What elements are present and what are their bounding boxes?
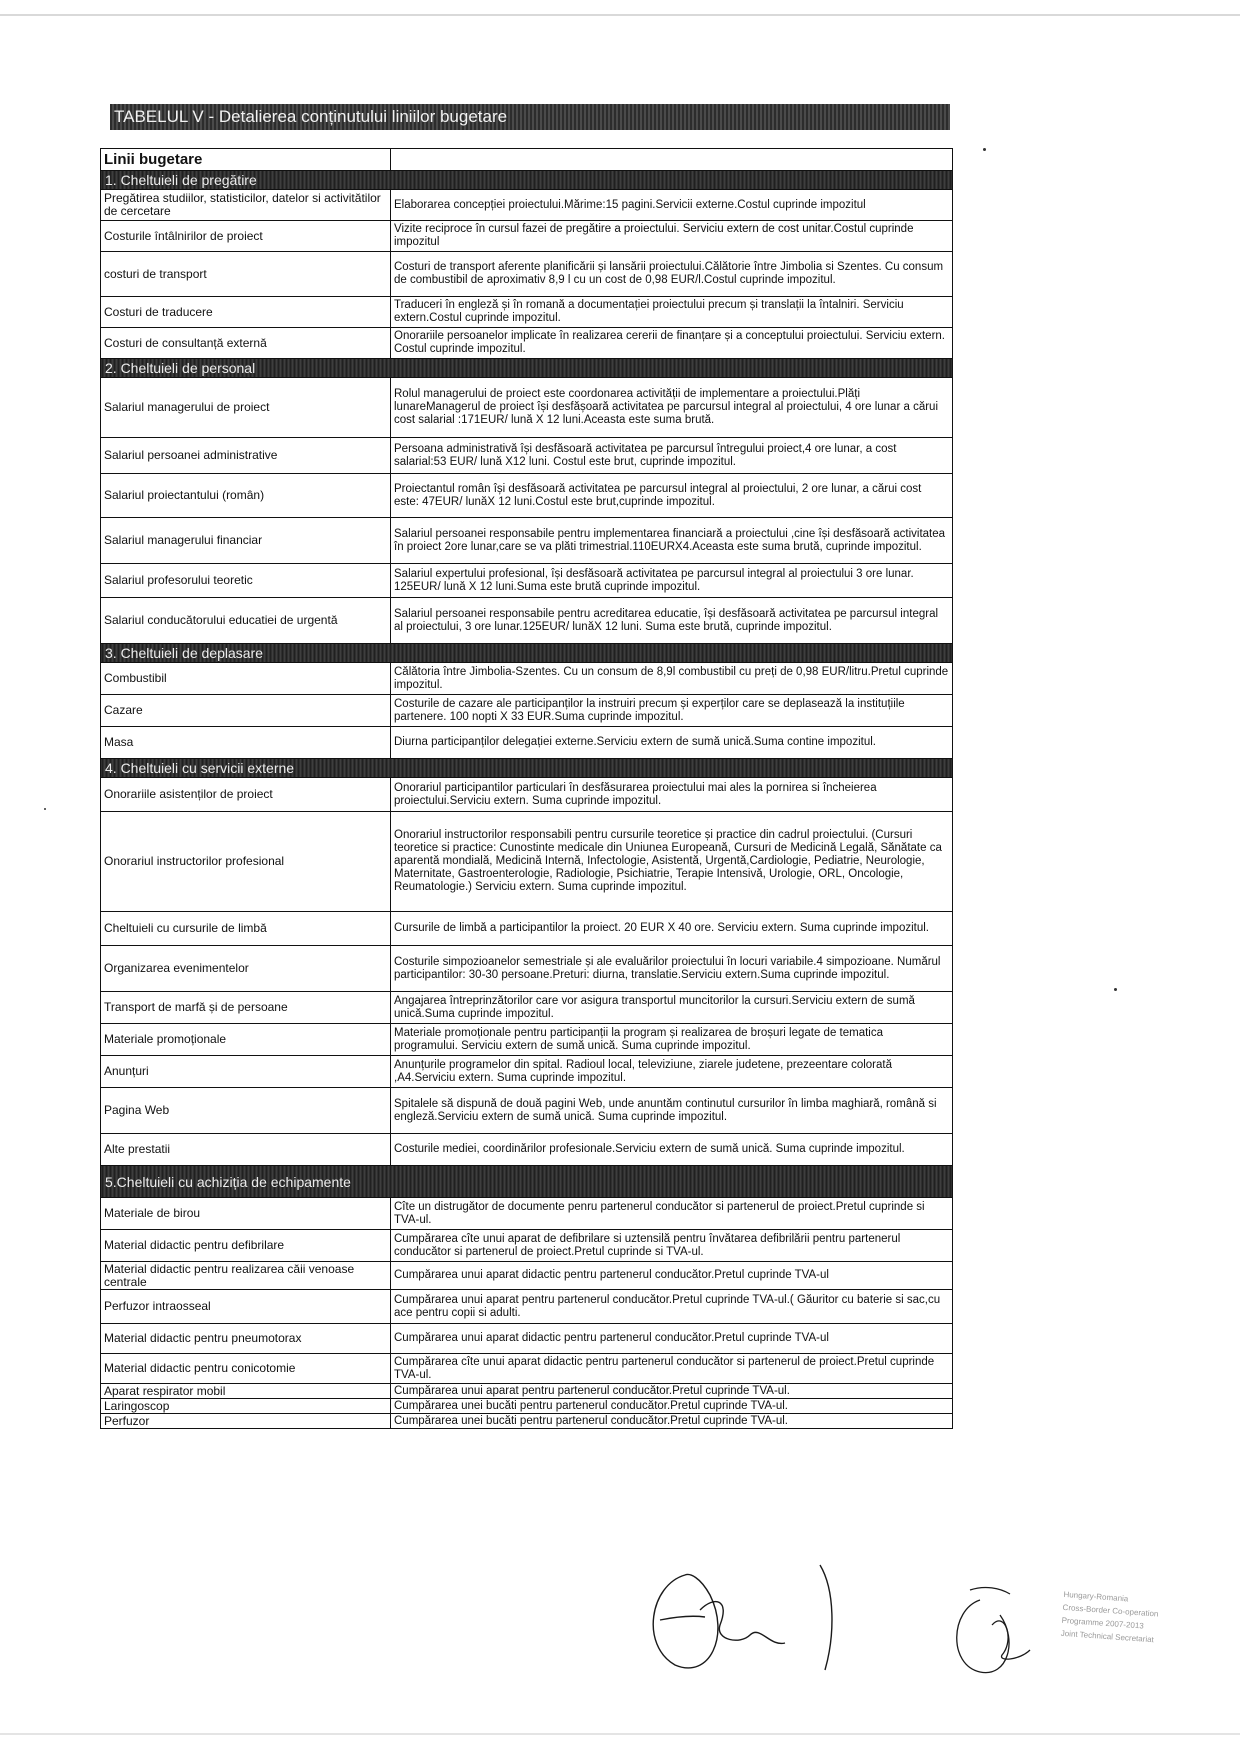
line-item: Cazare: [101, 695, 391, 727]
table-row: [101, 1384, 953, 1399]
table-row: [101, 1134, 953, 1166]
line-item: Onorariul instructorilor profesional: [101, 812, 391, 912]
table-row: [101, 1262, 953, 1290]
table-header-row: [101, 149, 953, 171]
handwritten-signature-left: [620, 1555, 850, 1705]
line-item: Alte prestatii: [101, 1134, 391, 1166]
table-row: [101, 1088, 953, 1134]
line-description: Elaborarea concepției proiectului.Mărime:15 pagini.Servicii externe.Costul cuprinde impozitul: [391, 190, 953, 221]
line-item: Salariul proiectantului (român): [101, 474, 391, 518]
section-row: [101, 644, 953, 663]
table-row: [101, 946, 953, 992]
table-row: [101, 1354, 953, 1384]
signature-hook: [970, 1587, 1010, 1594]
table-row: [101, 727, 953, 759]
line-description: Traduceri în engleză și în romană a documentației proiectului precum și translații la întalniri. Serviciu extern.Costul cuprinde impozitul.: [391, 297, 953, 328]
line-description: Cursurile de limbă a participantilor la proiect. 20 EUR X 40 ore. Serviciu extern. Suma cuprinde impozitul.: [391, 912, 953, 946]
stamp-line: Programme 2007-2013: [1061, 1615, 1145, 1631]
table-row: [101, 221, 953, 252]
table-row: [101, 474, 953, 518]
line-description: Cumpărarea unui aparat didactic pentru partenerul conducător.Pretul cuprinde TVA-ul: [391, 1324, 953, 1354]
table-row: [101, 328, 953, 359]
line-description: Cumpărarea cîte unui aparat de defibrilare si uztensilă pentru învătarea defibrilării pentru partenerul conducător si partenerul de proiect.Pretul cuprinde si TVA-ul.: [391, 1230, 953, 1262]
line-item: Masa: [101, 727, 391, 759]
line-item: Cheltuieli cu cursurile de limbă: [101, 912, 391, 946]
page-title: TABELUL V - Detalierea conținutului liniilor bugetare: [110, 104, 950, 130]
signature-tail: [820, 1565, 832, 1670]
line-item: Anunțuri: [101, 1056, 391, 1088]
line-item: Pregătirea studiilor, statisticilor, datelor si activitătilor de cercetare: [101, 190, 391, 221]
line-item: Onorariile asistenților de proiect: [101, 778, 391, 812]
line-description: Spitalele să dispună de două pagini Web, unde anuntăm continutul cursurilor în limba maghiară, română si engleză.Serviciu extern de sumă unică. Suma cuprinde impozitul.: [391, 1088, 953, 1134]
line-item: Pagina Web: [101, 1088, 391, 1134]
table-row: [101, 992, 953, 1024]
line-item: Aparat respirator mobil: [101, 1384, 391, 1399]
section-row: [101, 759, 953, 778]
line-description: Cumpărarea unei bucăti pentru partenerul conducător.Pretul cuprinde TVA-ul.: [391, 1399, 953, 1414]
line-description: Cumpărarea cîte unui aparat didactic pentru partenerul conducător si partenerul de proiect.Pretul cuprinde TVA-ul.: [391, 1354, 953, 1384]
table-row: [101, 1290, 953, 1324]
line-description: Proiectantul român își desfăsoară activitatea pe parcursul integral al proiectului, 2 ore lunar, a cărui cost este: 47EUR/ lunăX 12 luni.Costul este brut,cuprinde impozitul.: [391, 474, 953, 518]
line-description: Cumpărarea unui aparat pentru partenerul conducător.Pretul cuprinde TVA-ul.: [391, 1384, 953, 1399]
table-row: [101, 518, 953, 564]
line-item: Perfuzor: [101, 1414, 391, 1429]
line-item: Material didactic pentru realizarea căii venoase centrale: [101, 1262, 391, 1290]
line-item: Material didactic pentru conicotomie: [101, 1354, 391, 1384]
section-title: 4. Cheltuieli cu servicii externe: [105, 760, 295, 776]
line-description: Onorariile persoanelor implicate în realizarea cererii de finanțare și a conceptului proiectului. Serviciu extern. Costul cuprinde impozitul.: [391, 328, 953, 359]
line-item: Material didactic pentru defibrilare: [101, 1230, 391, 1262]
table-row: [101, 378, 953, 438]
line-item: Salariul managerului financiar: [101, 518, 391, 564]
table-row: [101, 663, 953, 695]
scan-speck: [44, 808, 46, 810]
table-row: [101, 297, 953, 328]
line-item: Salariul profesorului teoretic: [101, 564, 391, 598]
line-description: Costurile mediei, coordinărilor profesionale.Serviciu extern de sumă unică. Suma cuprinde impozitul.: [391, 1134, 953, 1166]
line-description: Călătoria între Jimbolia-Szentes. Cu un consum de 8,9l combustibil cu preți de 0,98 EUR/litru.Pretul cuprinde impozitul.: [391, 663, 953, 695]
table-row: [101, 598, 953, 644]
line-description: Vizite reciproce în cursul fazei de pregătire a proiectului. Serviciu extern de cost unitar.Costul cuprinde impozitul: [391, 221, 953, 252]
signature-loop: [653, 1575, 718, 1668]
stamp-line: Joint Technical Secretariat: [1060, 1628, 1155, 1645]
line-item: Perfuzor intraosseal: [101, 1290, 391, 1324]
line-description: Costurile de cazare ale participanților la instruiri precum și experților care se deplasează la instituțiile partenere. 100 nopti X 33 EUR.Suma cuprinde impozitul.: [391, 695, 953, 727]
line-item: Salariul managerului de proiect: [101, 378, 391, 438]
table-row: [101, 812, 953, 912]
header-linii-bugetare: Linii bugetare: [101, 149, 391, 171]
table-row: [101, 778, 953, 812]
table-row: [101, 1024, 953, 1056]
section-row: [101, 1166, 953, 1198]
line-item: Transport de marfă și de persoane: [101, 992, 391, 1024]
signature-strokes: [653, 1565, 832, 1670]
header-empty-cell: [391, 149, 953, 171]
line-description: Persoana administrativă își desfăsoară activitatea pe parcursul întregului proiect,4 ore lunar, a cost salarial:53 EUR/ lună X12 luni. Costul este brut, cuprinde impozitul.: [391, 438, 953, 474]
line-item: Laringoscop: [101, 1399, 391, 1414]
line-description: Costuri de transport aferente planificării și lansării proiectului.Călătorie între Jimbolia si Szentes. Cu consum de combustibil de aproximativ 8,9 l cu un cost de 0,98 EUR/l.Costul cuprinde impozitul.: [391, 252, 953, 297]
table-row: [101, 190, 953, 221]
signature-scrawl: [700, 1602, 785, 1644]
line-item: Materiale promoționale: [101, 1024, 391, 1056]
scan-top-edge: [0, 14, 1240, 16]
signature-loop: [957, 1600, 1009, 1673]
program-stamp: [1060, 1588, 1183, 1648]
table-row: [101, 438, 953, 474]
line-item: Material didactic pentru pneumotorax: [101, 1324, 391, 1354]
section-title: 5.Cheltuieli cu achiziția de echipamente: [105, 1173, 351, 1190]
line-description: Materiale promoționale pentru participanții la program și realizarea de broșuri legate de tematica programului. Serviciu extern de sumă unică. Suma cuprinde impozitul.: [391, 1024, 953, 1056]
section-row: [101, 359, 953, 378]
signature-strokes: [957, 1587, 1030, 1672]
table-row: [101, 695, 953, 727]
section-title: 1. Cheltuieli de pregătire: [105, 172, 257, 188]
table-row: [101, 1230, 953, 1262]
section-title: 3. Cheltuieli de deplasare: [105, 645, 263, 661]
scan-bottom-edge: [0, 1733, 1240, 1735]
table-row: [101, 912, 953, 946]
table-row: [101, 564, 953, 598]
table-row: [101, 1324, 953, 1354]
scan-speck: [983, 148, 986, 151]
section-title: 2. Cheltuieli de personal: [105, 360, 256, 376]
table-row: [101, 252, 953, 297]
line-description: Anunțurile programelor din spital. Radioul local, televiziune, ziarele judetene, prezeentare colorată ,A4.Serviciu extern. Suma cuprinde impozitul.: [391, 1056, 953, 1088]
line-description: Costurile simpozioanelor semestriale și ale evaluărilor proiectului în locuri variabile.4 simpozioane. Numărul participantilor: 30-30 persoane.Preturi: diurna, translatie.Serviciu extern.Suma cuprinde impozitul.: [391, 946, 953, 992]
line-item: Combustibil: [101, 663, 391, 695]
signature-scrawl: [992, 1621, 1030, 1659]
stamp-line: Hungary-Romania: [1063, 1589, 1129, 1604]
line-item: Salariul conducătorului educatiei de urgentă: [101, 598, 391, 644]
line-item: Costuri de consultanță externă: [101, 328, 391, 359]
line-description: Onorariul participantilor particulari în desfăsurarea proiectului mai ales la pornirea si încheierea proiectului.Serviciu extern. Suma cuprinde impozitul.: [391, 778, 953, 812]
line-description: Salariul persoanei responsabile pentru implementarea financiară a proiectului ,cine își desfăsoară activitatea în proiect 2ore lunar,care se va plăti trimestrial.110EURX4.Aceasta este suma brută, cuprinde impozitul.: [391, 518, 953, 564]
line-description: Salariul persoanei responsabile pentru acreditarea educatie, își desfăsoară activitatea pe parcursul integral al proiectului, 3 ore lunar.125EUR/ lunăX 12 luni. Suma este brută, cuprinde impozitul.: [391, 598, 953, 644]
line-item: Salariul persoanei administrative: [101, 438, 391, 474]
line-item: Costuri de traducere: [101, 297, 391, 328]
stamp-line: Cross-Border Co-operation: [1062, 1602, 1159, 1619]
line-description: Cumpărarea unei bucăti pentru partenerul conducător.Pretul cuprinde TVA-ul.: [391, 1414, 953, 1429]
handwritten-signature-right: [930, 1580, 1070, 1690]
line-description: Salariul expertului profesional, își desfăsoară activitatea pe parcursul integral al proiectului 3 ore lunar. 125EUR/ lună X 12 luni.Suma este brută cuprinde impozitul.: [391, 564, 953, 598]
line-item: costuri de transport: [101, 252, 391, 297]
table-row: [101, 1399, 953, 1414]
line-description: Cumpărarea unui aparat didactic pentru partenerul conducător.Pretul cuprinde TVA-ul: [391, 1262, 953, 1290]
line-description: Angajarea întreprinzătorilor care vor asigura transportul muncitorilor la cursuri.Serviciu extern de sumă unică.Suma cuprinde impozitul.: [391, 992, 953, 1024]
table-row: [101, 1056, 953, 1088]
budget-lines-table: [100, 148, 953, 1429]
line-description: Cumpărarea unui aparat pentru partenerul conducător.Pretul cuprinde TVA-ul.( Găuritor cu baterie si sac,cu ace pentru copii si adulti.: [391, 1290, 953, 1324]
signature-crossbar: [660, 1616, 705, 1620]
line-description: Rolul managerului de proiect este coordonarea activității de implementare a proiectului.Plăți lunareManagerul de proiect își desfășoară activitatea pe parcursul integral al proiectului, 4 ore lunar a cărui cost salarial :171EUR/ lună X 12 luni.Aceasta este suma brută.: [391, 378, 953, 438]
table-row: [101, 1198, 953, 1230]
line-description: Cîte un distrugător de documente penru partenerul conducător si partenerul de proiect.Pretul cuprinde si TVA-ul.: [391, 1198, 953, 1230]
section-row: [101, 171, 953, 190]
line-description: Onorariul instructorilor responsabili pentru cursurile teoretice și practice din cadrul proiectului. (Cursuri teoretice si practice: Cunostinte medicale din Uniunea Europeană, Cursuri de Medicină Legală, Sănătate ca aparentă mondială, Medicină Internă, Infectologie, Asistentă, Urgentă,Cardiologie, Pediatrie, Neurologie, Maternitate, Gastroenterologie, Radiologie, Psichiatrie, Terapie Intensivă, Urologie, ORL, Oncologie, Reumatologie.) Serviciu extern. Suma cuprinde impozitul.: [391, 812, 953, 912]
line-item: Costurile întâlnirilor de proiect: [101, 221, 391, 252]
line-item: Materiale de birou: [101, 1198, 391, 1230]
line-description: Diurna participanților delegației externe.Serviciu extern de sumă unică.Suma contine impozitul.: [391, 727, 953, 759]
line-item: Organizarea evenimentelor: [101, 946, 391, 992]
scan-speck: [1114, 988, 1117, 991]
table-row: [101, 1414, 953, 1429]
